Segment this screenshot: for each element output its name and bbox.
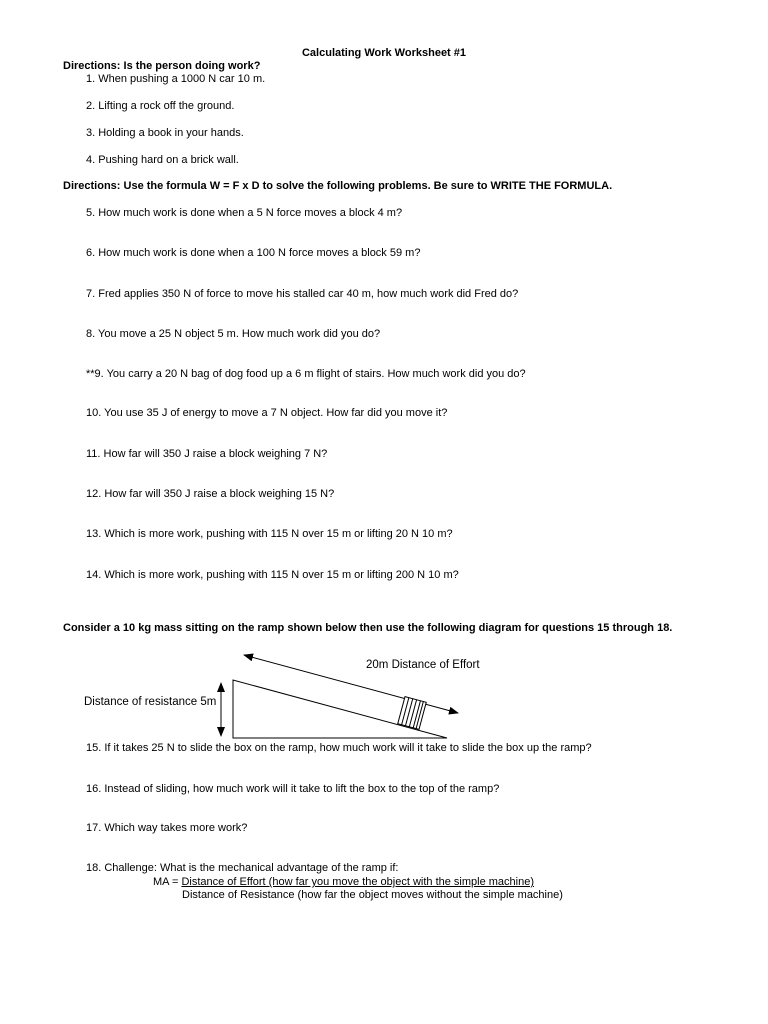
- question-4: 4. Pushing hard on a brick wall.: [86, 154, 239, 166]
- question-12: 12. How far will 350 J raise a block weighing 15 N?: [86, 488, 335, 500]
- question-1: 1. When pushing a 1000 N car 10 m.: [86, 73, 266, 85]
- question-17: 17. Which way takes more work?: [86, 822, 248, 834]
- question-18: 18. Challenge: What is the mechanical advantage of the ramp if:: [86, 862, 399, 874]
- box-on-ramp: [398, 697, 426, 730]
- effort-label: 20m Distance of Effort: [366, 659, 480, 671]
- question-16: 16. Instead of sliding, how much work will it take to lift the box to the top of the ramp?: [86, 783, 500, 795]
- directions-1: Directions: Is the person doing work?: [63, 60, 261, 72]
- directions-2: Directions: Use the formula W = F x D to solve the following problems. Be sure to WRITE THE FORMULA.: [63, 180, 613, 192]
- question-7: 7. Fred applies 350 N of force to move his stalled car 40 m, how much work did Fred do?: [86, 288, 519, 300]
- question-5: 5. How much work is done when a 5 N force moves a block 4 m?: [86, 207, 403, 219]
- question-15: 15. If it takes 25 N to slide the box on the ramp, how much work will it take to slide the box up the ramp?: [86, 742, 592, 754]
- question-10: 10. You use 35 J of energy to move a 7 N object. How far did you move it?: [86, 407, 448, 419]
- page-title: Calculating Work Worksheet #1: [301, 47, 467, 59]
- ma-prefix: MA =: [153, 876, 182, 888]
- question-14: 14. Which is more work, pushing with 115 N over 15 m or lifting 200 N 10 m?: [86, 569, 459, 581]
- resistance-label: Distance of resistance 5m: [84, 696, 217, 708]
- question-13: 13. Which is more work, pushing with 115 N over 15 m or lifting 20 N 10 m?: [86, 528, 453, 540]
- diagram-intro: Consider a 10 kg mass sitting on the ramp shown below then use the following diagram for questions 15 through 18.: [63, 622, 673, 634]
- question-9: **9. You carry a 20 N bag of dog food up a 6 m flight of stairs. How much work did you do?: [86, 368, 526, 380]
- question-11: 11. How far will 350 J raise a block weighing 7 N?: [86, 448, 328, 460]
- ma-numerator: Distance of Effort (how far you move the object with the simple machine): [181, 876, 535, 888]
- question-2: 2. Lifting a rock off the ground.: [86, 100, 235, 112]
- ma-denominator: Distance of Resistance (how far the object moves without the simple machine): [182, 889, 563, 901]
- question-6: 6. How much work is done when a 100 N force moves a block 59 m?: [86, 247, 421, 259]
- question-8: 8. You move a 25 N object 5 m. How much work did you do?: [86, 328, 381, 340]
- question-3: 3. Holding a book in your hands.: [86, 127, 244, 139]
- ma-formula-line: [153, 876, 534, 889]
